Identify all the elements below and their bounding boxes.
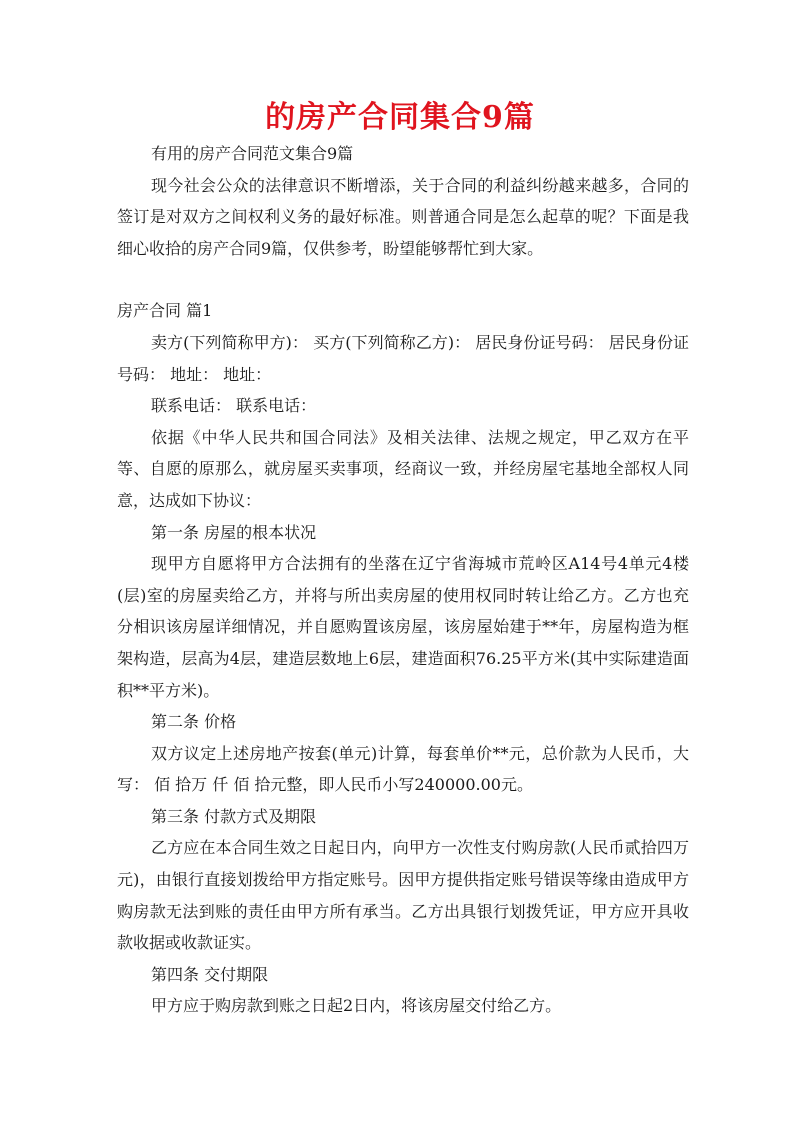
parties-paragraph: 卖方(下列简称甲方)： 买方(下列简称乙方)： 居民身份证号码： 居民身份证号码： 地址： 地址：: [117, 332, 689, 384]
article1-body: 现甲方自愿将甲方合法拥有的坐落在辽宁省海城市荒岭区A14号4单元4楼(层)室的房屋卖给乙方，并将与所出卖房屋的使用权同时转让给乙方。乙方也充分相识该房屋详细情况，并自愿购置该房屋，该房屋始建于**年，房屋构造为框架构造，层高为4层，建造层数地上6层，建造面积76.25平方米(其中实际建造面积**平方米)。: [117, 554, 689, 700]
intro-paragraph: 现今社会公众的法律意识不断增添，关于合同的利益纠纷越来越多，合同的签订是对双方之间权利义务的最好标准。则普通合同是怎么起草的呢？下面是我细心收拾的房产合同9篇，仅供参考，盼望能够帮忙到大家。: [117, 175, 689, 258]
article4-body: 甲方应于购房款到账之日起2日内，将该房屋交付给乙方。: [151, 996, 562, 1016]
article2-body: 双方议定上述房地产按套(单元)计算，每套单价**元，总价款为人民币，大写： 佰 拾万 仟 佰 拾元整，即人民币小写240000.00元。: [117, 743, 689, 795]
article1-title: 第一条 房屋的根本状况: [151, 522, 317, 542]
preamble-paragraph: 依据《中华人民共和国合同法》及相关法律、法规之规定，甲乙双方在平等、自愿的原那么，就房屋买卖事项，经商议一致，并经房屋宅基地全部权人同意，达成如下协议：: [117, 427, 689, 510]
document-subtitle: 有用的房产合同范文集合9篇: [151, 144, 354, 163]
document-body: [117, 138, 689, 1022]
article3-body: 乙方应在本合同生效之日起日内，向甲方一次性支付购房款(人民币贰拾四万元)，由银行直接划拨给甲方指定账号。因甲方提供指定账号错误等缘由造成甲方购房款无法到账的责任由甲方所有承当。乙方出具银行划拨凭证，甲方应开具收款收据或收款证实。: [117, 838, 689, 953]
chapter-heading: 房产合同 篇1: [117, 301, 213, 321]
article3-title: 第三条 付款方式及期限: [151, 806, 317, 826]
document-title: 的房产合同集合9篇: [265, 100, 535, 135]
paragraph-gap: [117, 264, 689, 295]
article4-title: 第四条 交付期限: [151, 964, 269, 984]
contacts-paragraph: 联系电话： 联系电话：: [151, 396, 317, 416]
article2-title: 第二条 价格: [151, 712, 237, 732]
